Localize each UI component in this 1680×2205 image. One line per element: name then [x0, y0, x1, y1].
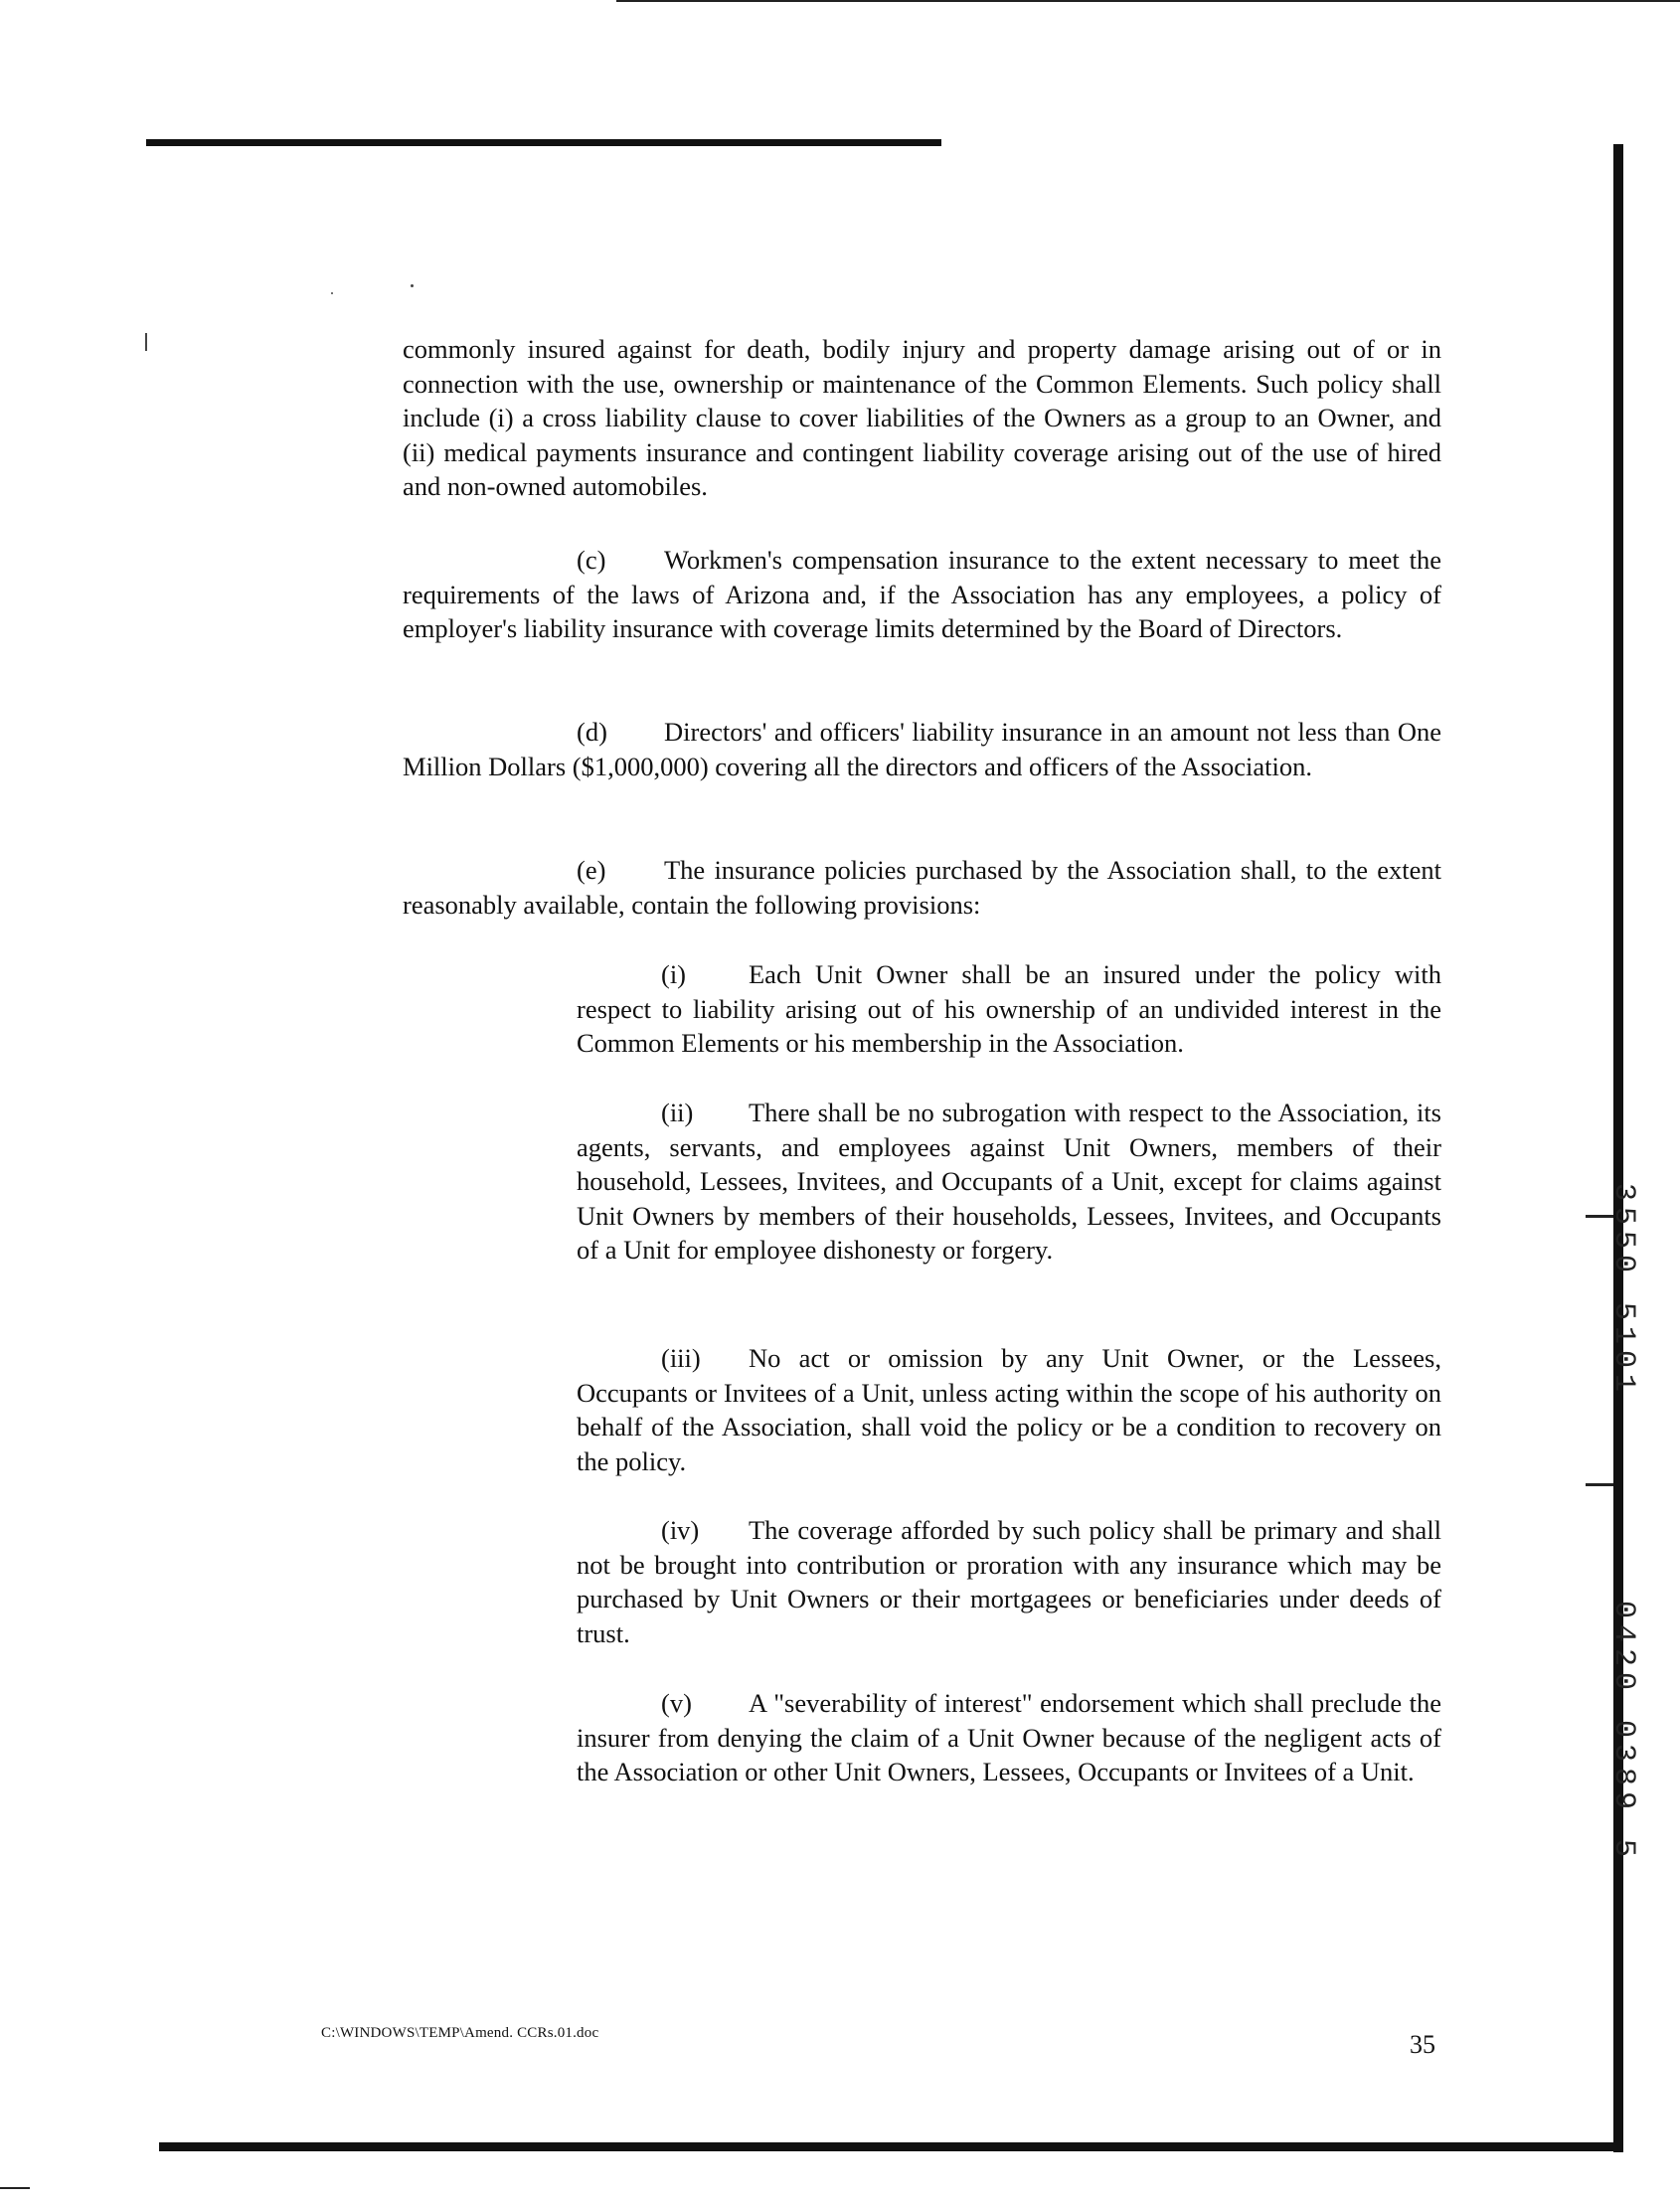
subitem-label: (iv) [661, 1515, 700, 1545]
subitem-iv [577, 1513, 1441, 1650]
paragraph-d [403, 715, 1441, 783]
recording-stamp-lower: 0420 0389 5 [1606, 1601, 1640, 1864]
scan-edge-top [616, 0, 1680, 2]
scan-edge-bottom [159, 2142, 1622, 2151]
margin-mark [145, 333, 147, 351]
paragraph-d-text: Directors' and officers' liability insurance in an amount not less than One Million Dollars ($1,000,000) covering all the directors and officers of the Association. [403, 717, 1441, 781]
subitem-ii [577, 1096, 1441, 1268]
subitem-text: A "severability of interest" endorsement which shall preclude the insurer from denying the claim of a Unit Owner because of the negligent acts of the Association or other Unit Owners, Lessees, Occupants or Invitees of a Unit. [577, 1688, 1441, 1786]
recording-stamp-upper: 3550 5101 [1606, 1183, 1640, 1399]
subitem-iii [577, 1341, 1441, 1478]
header-rule [146, 139, 941, 146]
scan-speck [331, 292, 333, 294]
paragraph-d-label: (d) [577, 717, 607, 747]
page-number: 35 [1410, 2030, 1435, 2059]
scan-edge-left [0, 2187, 30, 2189]
subitem-text: The coverage afforded by such policy shall be primary and shall not be brought into contribution or proration with any insurance which may be purchased by Unit Owners or their mortgagees or beneficiaries under deeds of trust. [577, 1515, 1441, 1648]
paragraph-intro: commonly insured against for death, bodily injury and property damage arising out of or in connection with the use, ownership or maintenance of the Common Elements. Such policy shall include (i) a cross liability clause to cover liabilities of the Owners as a group to an Owner, and (ii) medical payments insurance and contingent liability coverage arising out of the use of hired and non-owned automobiles. [403, 334, 1441, 501]
scan-speck [411, 284, 414, 287]
stamp-tick [1586, 1483, 1613, 1486]
footer-file-path: C:\WINDOWS\TEMP\Amend. CCRs.01.doc [321, 2025, 599, 2041]
subitem-text: No act or omission by any Unit Owner, or the Lessees, Occupants or Invitees of a Unit, unless acting within the scope of his authority on behalf of the Association, shall void the policy or be a condition to recovery on the policy. [577, 1343, 1441, 1476]
paragraph-c-text: Workmen's compensation insurance to the extent necessary to meet the requirements of the laws of Arizona and, if the Association has any employees, a policy of employer's liability insurance with coverage limits determined by the Board of Directors. [403, 545, 1441, 643]
subitem-v [577, 1686, 1441, 1789]
subitem-text: There shall be no subrogation with respect to the Association, its agents, servants, and employees against Unit Owners, members of their household, Lessees, Invitees, and Occupants of a Unit, except for claims against Unit Owners by members of their households, Lessees, Invitees, and Occupants of a Unit for employee dishonesty or forgery. [577, 1098, 1441, 1265]
subitem-label: (iii) [661, 1343, 701, 1373]
subitem-i [577, 957, 1441, 1061]
paragraph-e-text: The insurance policies purchased by the Association shall, to the extent reasonably available, contain the following provisions: [403, 855, 1441, 920]
paragraph-e-label: (e) [577, 855, 606, 885]
paragraph-c [403, 543, 1441, 646]
subitem-label: (i) [661, 959, 687, 989]
paragraph-c-label: (c) [577, 545, 606, 575]
subitem-label: (v) [661, 1688, 692, 1718]
subitem-text: Each Unit Owner shall be an insured under the policy with respect to liability arising out of his ownership of an undivided interest in the Common Elements or his membership in the Association. [577, 959, 1441, 1058]
paragraph-e [403, 853, 1441, 922]
subitem-label: (ii) [661, 1098, 694, 1127]
